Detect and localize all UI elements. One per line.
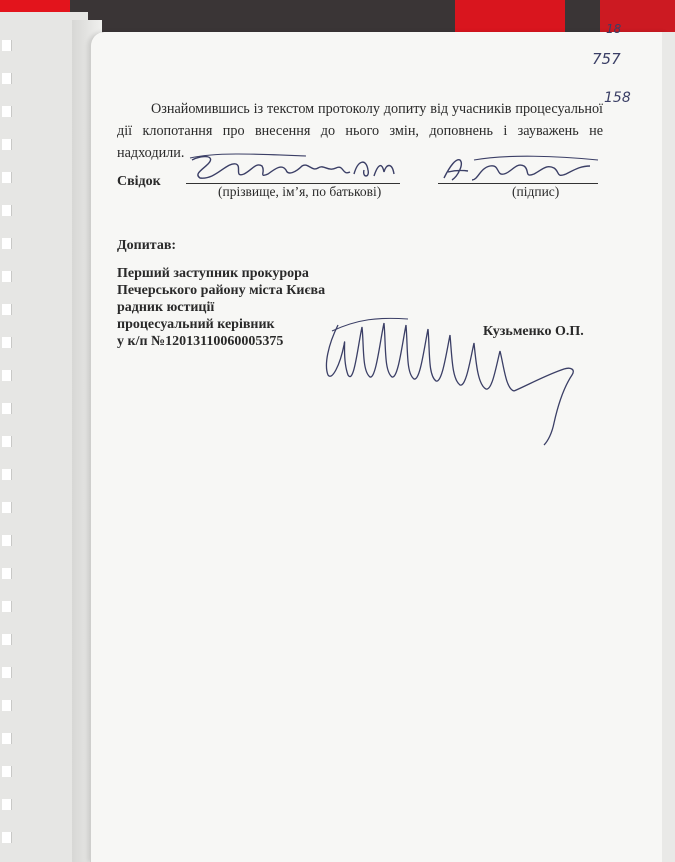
page-number-top: 18 xyxy=(606,22,622,36)
position-line: радник юстиції xyxy=(117,300,215,315)
prosecutor-name: Кузьменко О.П. xyxy=(483,324,584,339)
interrogated-label: Допитав: xyxy=(117,238,177,253)
witness-name-caption: (прізвище, ім’я, по батькові) xyxy=(218,184,382,199)
witness-signature-caption: (підпис) xyxy=(512,184,560,199)
witness-label: Свідок xyxy=(117,174,161,189)
position-line: Печерського району міста Києва xyxy=(117,283,326,298)
case-number-line: у к/п №12013110060005375 xyxy=(117,334,284,349)
position-line: процесуальний керівник xyxy=(117,317,275,332)
page-number-handwritten: 757 xyxy=(592,50,621,68)
position-line: Перший заступник прокурора xyxy=(117,266,309,281)
witness-handwritten-name xyxy=(186,150,400,186)
witness-signature xyxy=(438,150,608,186)
acknowledgement-paragraph: Ознайомившись із текстом протоколу допиту від учасників процесуальної дії клопотання про внесення до нього змін, доповнень і зауважень не надходили. xyxy=(117,101,603,161)
page-number-side: 158 xyxy=(604,90,631,106)
prosecutor-signature xyxy=(318,305,588,455)
